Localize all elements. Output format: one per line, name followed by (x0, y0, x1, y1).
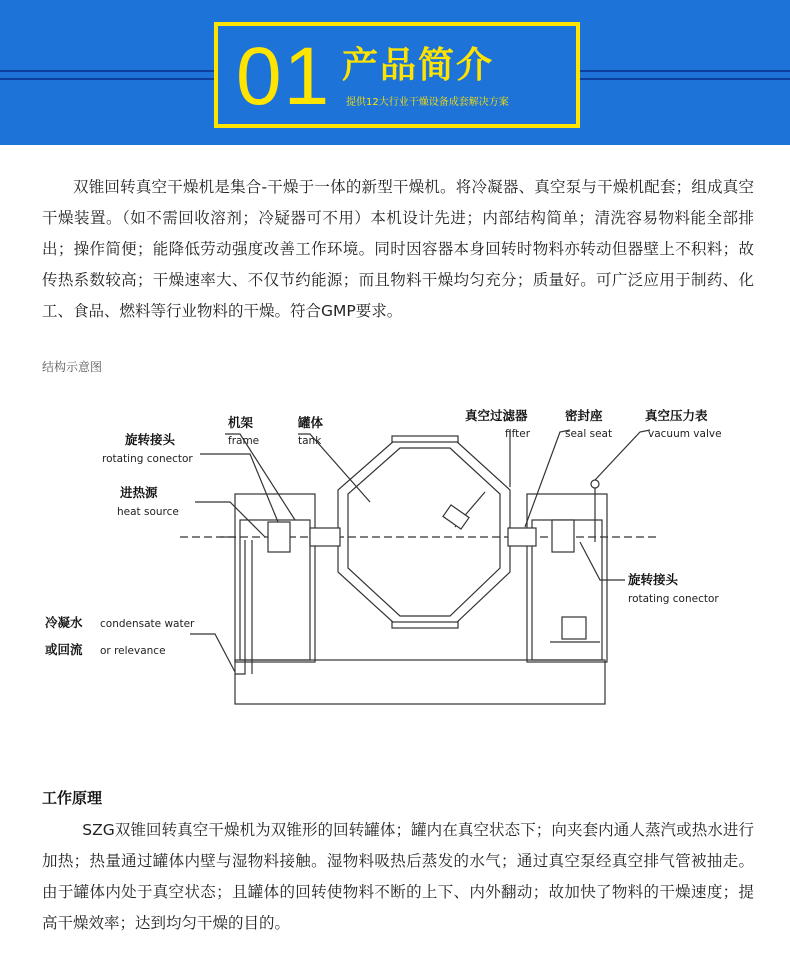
label-rotating-left-cn: 旋转接头 (125, 432, 176, 447)
label-seal-cn: 密封座 (565, 408, 603, 423)
label-reflux-en: or relevance (100, 645, 166, 657)
tank-inner (348, 448, 500, 616)
label-gauge-cn: 真空压力表 (645, 408, 708, 423)
intro-paragraph: 双锥回转真空干燥机是集合-干燥于一体的新型干燥机。将冷凝器、真空泵与干燥机配套；组成真空干燥装置。（如不需回收溶剂；冷疑器可不用）本机设计先进；内部结构简单；清洗容易物料能全部排出；操作简便；能降低劳动强度改善工作环境。同时因容器本身回转时物料亦转动但器壁上不积料；故传热系数较高；干燥速率大、不仅节约能源；而且物料干燥均匀充分；质量好。可广泛应用于制药、化工、食品、燃料等行业物料的干燥。符合GMP要求。 (42, 178, 754, 320)
label-frame-cn: 机架 (228, 415, 254, 430)
label-heat-en: heat source (117, 506, 179, 518)
gauge-dial (591, 480, 599, 488)
leader-seal (525, 430, 570, 527)
bottom-flange (392, 622, 458, 628)
label-frame-en: frame (228, 435, 260, 447)
structure-diagram (40, 392, 752, 732)
label-heat-cn: 进热源 (120, 485, 158, 500)
left-joint (268, 522, 290, 552)
top-flange (392, 436, 458, 442)
section-number: 01 (236, 31, 332, 122)
left-bearing (310, 528, 340, 546)
motor (562, 617, 586, 639)
label-filter-cn: 真空过滤器 (465, 408, 528, 423)
leader-condensate (190, 634, 235, 672)
diagram-caption: 结构示意图 (42, 360, 103, 374)
banner-title-box (214, 22, 580, 128)
filter-body (443, 505, 469, 529)
section-subtitle: 提供12大行业干燥设备成套解决方案 (346, 97, 509, 108)
label-condensate-cn: 冷凝水 (45, 615, 83, 630)
label-rotating-right-en: rotating conector (628, 593, 719, 605)
tank-body (338, 440, 510, 624)
label-reflux-cn: 或回流 (45, 642, 83, 657)
right-seal (552, 520, 574, 552)
label-filter-en: fifter (505, 428, 531, 440)
right-bearing (508, 528, 536, 546)
label-tank-en: tank (298, 435, 322, 447)
label-rotating-right-cn: 旋转接头 (628, 572, 679, 587)
base-frame (235, 660, 605, 704)
principle-paragraph: SZG双锥回转真空干燥机为双锥形的回转罐体；罐内在真空状态下；向夹套内通人蒸汽或热水进行加热；热量通过罐体内壁与湿物料接触。湿物料吸热后蒸发的水气；通过真空泵经真空排气管被抽走。由于罐体内处于真空状态；且罐体的回转使物料不断的上下、内外翻动；故加快了物料的干燥速度；提高干燥效率；达到均匀干燥的目的。 (42, 821, 754, 932)
section-title: 产品简介 (342, 45, 495, 86)
header-banner (0, 0, 790, 145)
label-condensate-en: condensate water (100, 618, 195, 630)
label-seal-en: seal seat (565, 428, 613, 440)
label-gauge-en: vacuum valve (648, 428, 722, 440)
principle-title: 工作原理 (42, 789, 103, 807)
label-rotating-left-en: rotating conector (102, 453, 193, 465)
label-tank-cn: 罐体 (298, 415, 324, 430)
